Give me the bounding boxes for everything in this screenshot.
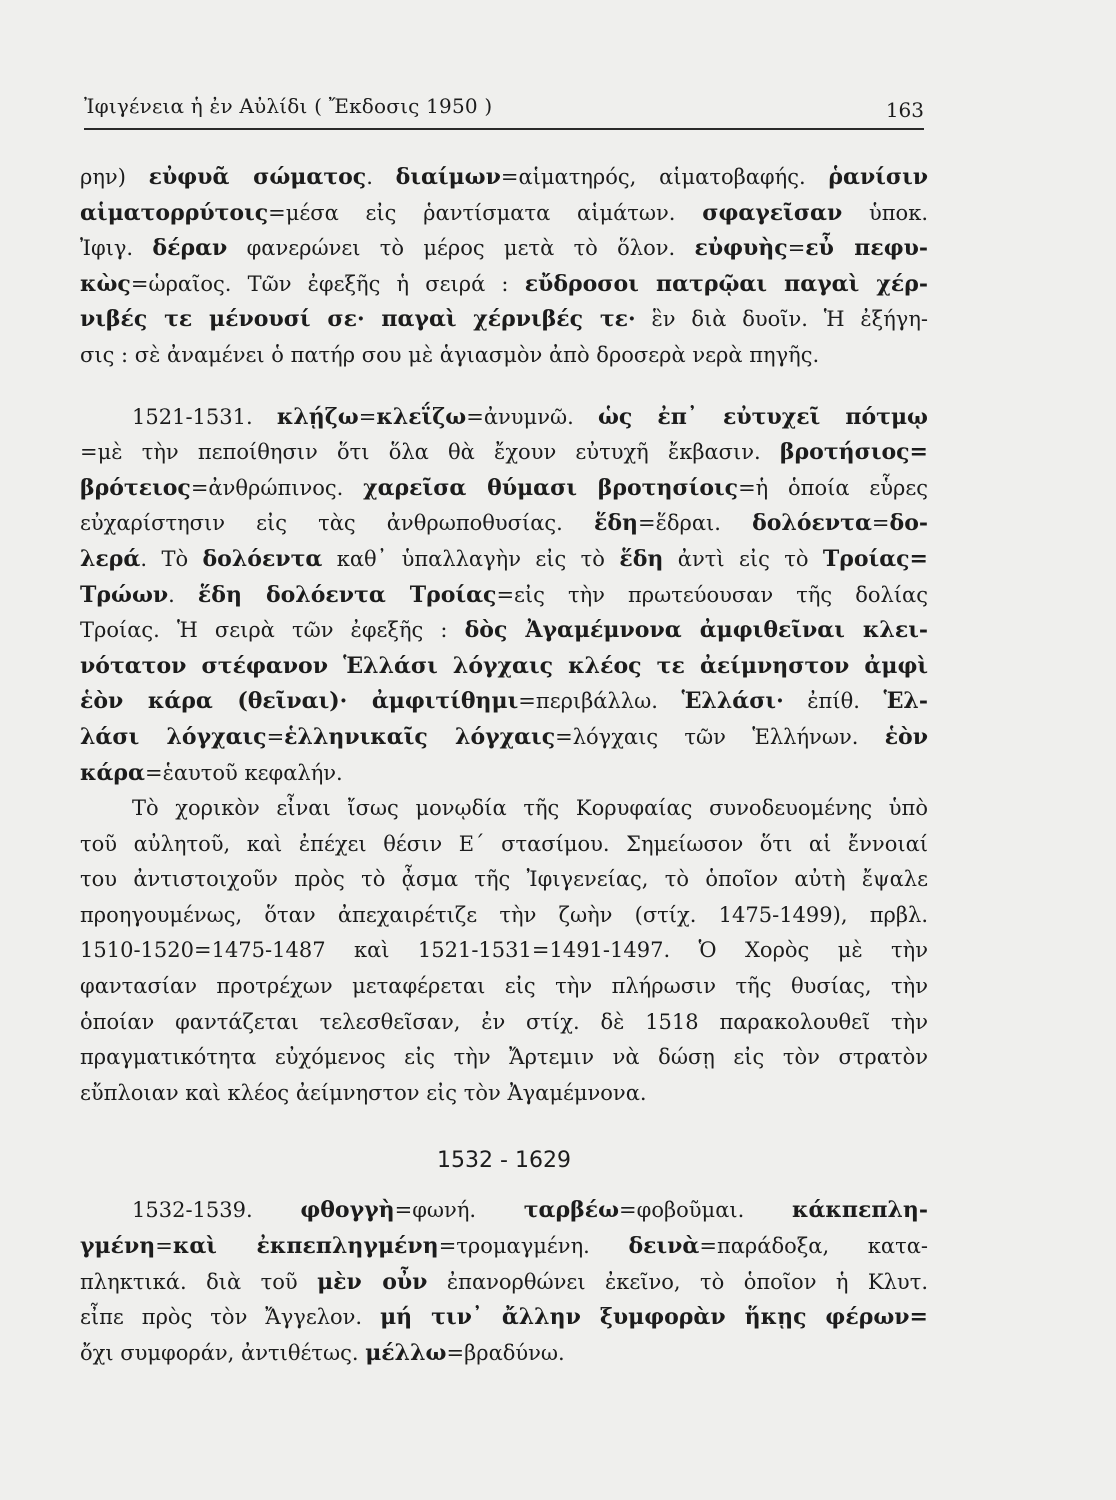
gloss-text: ὑποκ. bbox=[842, 200, 929, 225]
lemma-term: λάσι λόγχαις bbox=[80, 723, 267, 750]
text-line bbox=[80, 613, 928, 649]
text-line bbox=[80, 196, 928, 232]
gloss-text: =φοβοῦμαι. bbox=[619, 1198, 792, 1223]
lemma-term: εὐφυὴς bbox=[694, 235, 788, 262]
gloss-text: ὄχι συμφοράν, ἀντιθέτως. bbox=[80, 1340, 366, 1365]
gloss-text: ἐπίθ. bbox=[783, 689, 884, 714]
gloss-text: . bbox=[366, 165, 396, 189]
gloss-text: ἀντὶ εἰς τὸ bbox=[663, 546, 823, 571]
text-line bbox=[80, 506, 928, 542]
section-heading: 1532 - 1629 bbox=[437, 1148, 571, 1174]
gloss-text: =περιβάλλω. bbox=[518, 689, 682, 714]
text-line: φαντασίαν προτρέχων μεταφέρεται εἰς τὴν πλήρωσιν τῆς θυσίας, τὴν bbox=[80, 974, 928, 999]
lemma-term: σφαγεῖσαν bbox=[702, 199, 843, 226]
text-line bbox=[80, 684, 928, 720]
gloss-text: . Τὸ bbox=[140, 546, 203, 571]
lemma-term: καὶ ἐκπεπληγμένη bbox=[172, 1233, 439, 1260]
gloss-text: =ἀνθρώπινος. bbox=[190, 475, 364, 500]
text-line bbox=[80, 302, 928, 338]
gloss-text: =μέσα εἰς ῥαντίσματα αἱμάτων. bbox=[268, 200, 703, 225]
lemma-term: δέραν bbox=[152, 235, 228, 262]
gloss-text: =ἀνυμνῶ. bbox=[466, 404, 598, 429]
text-line bbox=[80, 542, 928, 578]
gloss-text: =φωνή. bbox=[394, 1198, 524, 1223]
text-line bbox=[80, 471, 928, 507]
lemma-term: κάκπεπλη- bbox=[791, 1197, 928, 1224]
text-line: τοῦ αὐλητοῦ, καὶ ἐπέχει θέσιν Ε´ στασίμου. Σημείωσον ὅτι αἱ ἔννοιαί bbox=[80, 831, 928, 856]
text-line: προηγουμένως, ὅταν ἀπεχαιρέτιζε τὴν ζωὴν (στίχ. 1475-1499), πρβλ. bbox=[80, 902, 928, 927]
text-line bbox=[80, 649, 928, 685]
lemma-term: χαρεῖσα θύμασι βροτησίοις bbox=[363, 474, 739, 501]
gloss-text: πληκτικά. διὰ τοῦ bbox=[80, 1269, 318, 1294]
lemma-term: ἕδη bbox=[593, 510, 639, 537]
lemma-term: γμένη bbox=[80, 1233, 156, 1260]
lemma-term: ἑὸν bbox=[884, 723, 928, 750]
commentary-paragraph-3 bbox=[80, 791, 928, 1111]
text-line: ὁποίαν φαντάζεται τελεσθεῖσαν, ἐν στίχ. δὲ 1518 παρακολουθεῖ τὴν bbox=[80, 1009, 928, 1034]
lemma-term: ἕδη bbox=[619, 545, 664, 572]
gloss-text: =τρομαγμένη. bbox=[438, 1234, 629, 1259]
gloss-text: =μὲ τὴν πεποίθησιν ὅτι ὅλα θὰ ἔχουν εὐτυχῆ ἔκβασιν. bbox=[80, 440, 780, 465]
page-header bbox=[84, 92, 924, 130]
gloss-text: =ἑαυτοῦ κεφαλήν. bbox=[144, 760, 343, 785]
running-title: Ἰφιγένεια ἡ ἐν Αὐλίδι ( Ἔκδοσις 1950 ) bbox=[84, 94, 493, 118]
lemma-term: ταρβέω bbox=[523, 1197, 620, 1224]
text-line bbox=[80, 720, 928, 756]
lemma-term: κάρα bbox=[80, 759, 145, 786]
lemma-term: αἱματορρύτοις bbox=[80, 199, 269, 226]
text-line bbox=[80, 756, 928, 792]
lemma-term: διαίμων bbox=[395, 164, 501, 190]
gloss-text: = bbox=[266, 724, 285, 749]
text-line: πραγματικότητα εὐχόμενος εἰς τὴν Ἄρτεμιν νὰ δώσῃ εἰς τὸν στρατὸν bbox=[80, 1045, 928, 1070]
gloss-text: =παράδοξα, κατα- bbox=[699, 1234, 928, 1259]
gloss-text: Τροίας. Ἡ σειρὰ τῶν ἐφεξῆς : bbox=[80, 618, 465, 643]
lemma-term: ἕδη δολόεντα Τροίας bbox=[197, 581, 497, 608]
gloss-text: =λόγχαις τῶν Ἑλλήνων. bbox=[555, 724, 885, 749]
commentary-paragraph-2 bbox=[80, 400, 928, 792]
text-line: εὔπλοιαν καὶ κλέος ἀείμνηστον εἰς τὸν Ἀγαμέμνονα. bbox=[80, 1080, 647, 1105]
body-text bbox=[80, 160, 928, 1371]
lemma-term: βροτήσιος= bbox=[779, 439, 928, 466]
gloss-text: = bbox=[871, 511, 890, 536]
gloss-text: =ἡ ὁποία εὗρες bbox=[738, 475, 928, 500]
lemma-term: ὡς ἐπ᾽ εὐτυχεῖ πότμῳ bbox=[597, 403, 929, 430]
text-line bbox=[80, 1336, 928, 1372]
lemma-term: δολόεντα bbox=[202, 545, 323, 572]
text-line bbox=[80, 267, 928, 303]
lemma-term: Ἑλλάσι· bbox=[681, 688, 784, 715]
text-line bbox=[80, 1300, 928, 1336]
lemma-term: νότατον στέφανον Ἑλλάσι λόγχαις κλέος τε ἀείμνηστον ἀμφὶ bbox=[80, 652, 928, 679]
text-line bbox=[80, 400, 928, 436]
lemma-term: εὐφυᾶ σώματος bbox=[148, 164, 367, 190]
lemma-term: ῥανίσιν bbox=[828, 164, 928, 190]
lemma-term: μή τιν᾽ ἄλλην ξυμφορὰν ἥκῃς φέρων= bbox=[380, 1304, 928, 1331]
lemma-term: κὼς bbox=[80, 270, 131, 297]
gloss-text: 1521-1531. bbox=[132, 404, 277, 429]
gloss-text: = bbox=[787, 236, 806, 261]
lemma-term: Ἑλ- bbox=[883, 688, 928, 715]
gloss-text: =εἰς τὴν πρωτεύουσαν τῆς δολίας bbox=[496, 582, 928, 607]
text-line: του ἀντιστοιχοῦν πρὸς τὸ ᾆσμα τῆς Ἰφιγενείας, τὸ ὁποῖον αὐτὴ ἔψαλε bbox=[80, 867, 928, 892]
lemma-term: λερά bbox=[80, 545, 141, 572]
text-line: 1510-1520=1475-1487 καὶ 1521-1531=1491-1497. Ὁ Χορὸς μὲ τὴν bbox=[80, 938, 928, 963]
lemma-term: δολόεντα bbox=[752, 510, 872, 537]
lemma-term: μέλλω bbox=[365, 1339, 447, 1366]
gloss-text: =αἱματηρός, αἱματοβαφής. bbox=[500, 165, 829, 189]
lemma-term: εὖ πεφυ- bbox=[805, 235, 929, 262]
gloss-text: φανερώνει τὸ μέρος μετὰ τὸ ὅλον. bbox=[227, 236, 695, 261]
lemma-term: Τροίας= bbox=[822, 545, 928, 572]
text-line: Τὸ χορικὸν εἶναι ἴσως μονῳδία τῆς Κορυφαίας συνοδευομένης ὑπὸ bbox=[132, 796, 928, 821]
lemma-term: ἑὸν κάρα (θεῖναι)· ἀμφιτίθημι bbox=[80, 688, 519, 715]
commentary-paragraph-1 bbox=[80, 160, 928, 374]
text-line bbox=[80, 435, 928, 471]
gloss-text: ἐπανορθώνει ἐκεῖνο, τὸ ὁποῖον ἡ Κλυτ. bbox=[427, 1269, 928, 1294]
page-number: 163 bbox=[885, 98, 924, 122]
text-line bbox=[80, 1229, 928, 1265]
lemma-term: ἑλληνικαῖς λόγχαις bbox=[284, 723, 556, 750]
gloss-text: εὐχαρίστησιν εἰς τὰς ἀνθρωποθυσίας. bbox=[80, 511, 594, 536]
text-line bbox=[80, 160, 928, 196]
gloss-text: =ὡραῖος. Τῶν ἐφεξῆς ἡ σειρά : bbox=[130, 271, 525, 296]
gloss-text: = bbox=[155, 1234, 173, 1259]
gloss-text: εἶπε πρὸς τὸν Ἄγγελον. bbox=[80, 1305, 381, 1330]
lemma-term: νιβές τε μένουσί σε· παγαὶ χέρνιβές τε· bbox=[80, 306, 636, 333]
lemma-term: φθογγὴ bbox=[300, 1197, 395, 1224]
text-line bbox=[80, 338, 928, 374]
lemma-term: βρότειος bbox=[80, 474, 191, 501]
lemma-term: εὔδροσοι πατρῷαι παγαὶ χέρ- bbox=[524, 270, 929, 297]
text-line bbox=[80, 1193, 928, 1229]
lemma-term: Τρώων bbox=[80, 581, 169, 608]
gloss-text: 1532-1539. bbox=[132, 1198, 301, 1223]
commentary-paragraph-4 bbox=[80, 1193, 928, 1371]
gloss-text: = bbox=[358, 404, 377, 429]
gloss-text: Ἰφιγ. bbox=[80, 236, 153, 261]
gloss-text: ἓν διὰ δυοῖν. Ἡ ἐξήγη- bbox=[635, 307, 928, 332]
gloss-text: ρην) bbox=[80, 165, 149, 189]
lemma-term: μὲν οὖν bbox=[317, 1268, 428, 1295]
lemma-term: κλεΐζω bbox=[376, 403, 467, 430]
lemma-term: κλῄζω bbox=[276, 403, 359, 430]
text-line bbox=[80, 231, 928, 267]
gloss-text: . bbox=[168, 582, 198, 607]
lemma-term: δὸς Ἀγαμέμνονα ἀμφιθεῖναι κλει- bbox=[464, 617, 928, 644]
text-line bbox=[80, 1265, 928, 1301]
gloss-text: καθ᾽ ὑπαλλαγὴν εἰς τὸ bbox=[322, 546, 620, 571]
gloss-text: σις : σὲ ἀναμένει ὁ πατήρ σου μὲ ἁγιασμὸν ἀπὸ δροσερὰ νερὰ πηγῆς. bbox=[80, 342, 820, 367]
gloss-text: =ἕδραι. bbox=[638, 511, 753, 536]
lemma-term: δο- bbox=[889, 510, 928, 537]
gloss-text: =βραδύνω. bbox=[446, 1340, 565, 1365]
text-line bbox=[80, 578, 928, 614]
lemma-term: δεινὰ bbox=[628, 1233, 700, 1260]
